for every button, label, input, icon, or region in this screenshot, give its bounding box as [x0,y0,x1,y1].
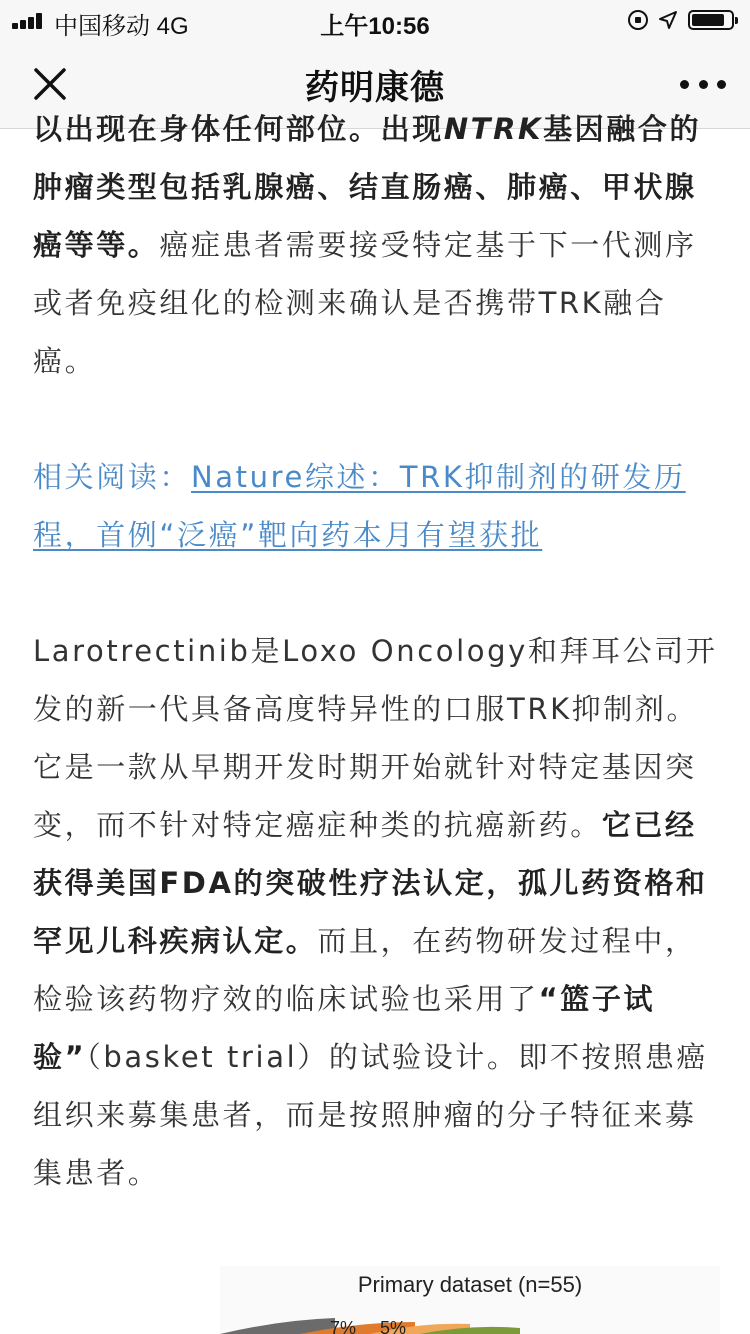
status-icons [628,8,734,32]
location-icon [658,10,678,30]
article-body [33,100,719,1202]
rotation-lock-icon [628,10,648,30]
paragraph-text: （basket trial）的试验设计。即不按照患癌组织来募集患者，而是按照肿瘤的分子特征来募集患者。 [33,1040,709,1190]
related-reading [33,448,719,564]
figure-title: Primary dataset (n=55) [357,1272,583,1297]
paragraph-text: 癌症患者需要接受特定基于下一代测序或者免疫组化的检测来确认是否携带TRK融合癌。 [33,228,697,378]
paragraph-ntrk [33,100,719,390]
status-bar [0,0,750,40]
article-figure [220,1266,720,1334]
page-title: 药明康德 [305,68,445,108]
paragraph-text: 它已经获得美国FDA的突破性疗法认定，孤儿药资格和罕见儿科疾病认定。 [33,808,708,958]
paragraph-text: 而且，在药物研发过程中，检验该药物疗效的临床试验也采用了 [33,924,697,1016]
battery-icon [688,10,734,30]
paragraph-text: Larotrectinib是Loxo Oncology和拜耳公司开发的新一代具备高度特异性的口服TRK抑制剂。它是一款从早期开发时期开始就针对特定基因突变，而不针对特定癌症种类的抗癌新药。 [33,634,718,842]
paragraph-text: 基因融合的肿瘤类型包括乳腺癌、结直肠癌、肺癌、甲状腺癌等等。 [33,112,702,262]
paragraph-larotrectinib [33,622,719,1202]
more-options-icon[interactable] [680,74,726,94]
carrier-label: 中国移动 4G [54,13,189,40]
slice-label: 7% [330,1318,357,1334]
related-reading-link[interactable]: Nature综述：TRK抑制剂的研发历程，首例“泛癌”靶向药本月有望获批 [33,460,686,552]
clock: 上午10:56 [320,13,430,40]
gene-name: NTRK [443,112,544,146]
paragraph-text: 以出现在身体任何部位。出现 [33,112,444,146]
slice-label: 5% [380,1318,407,1334]
paragraph-text: “篮子试验” [33,982,656,1074]
related-reading-label: 相关阅读： [33,460,192,494]
